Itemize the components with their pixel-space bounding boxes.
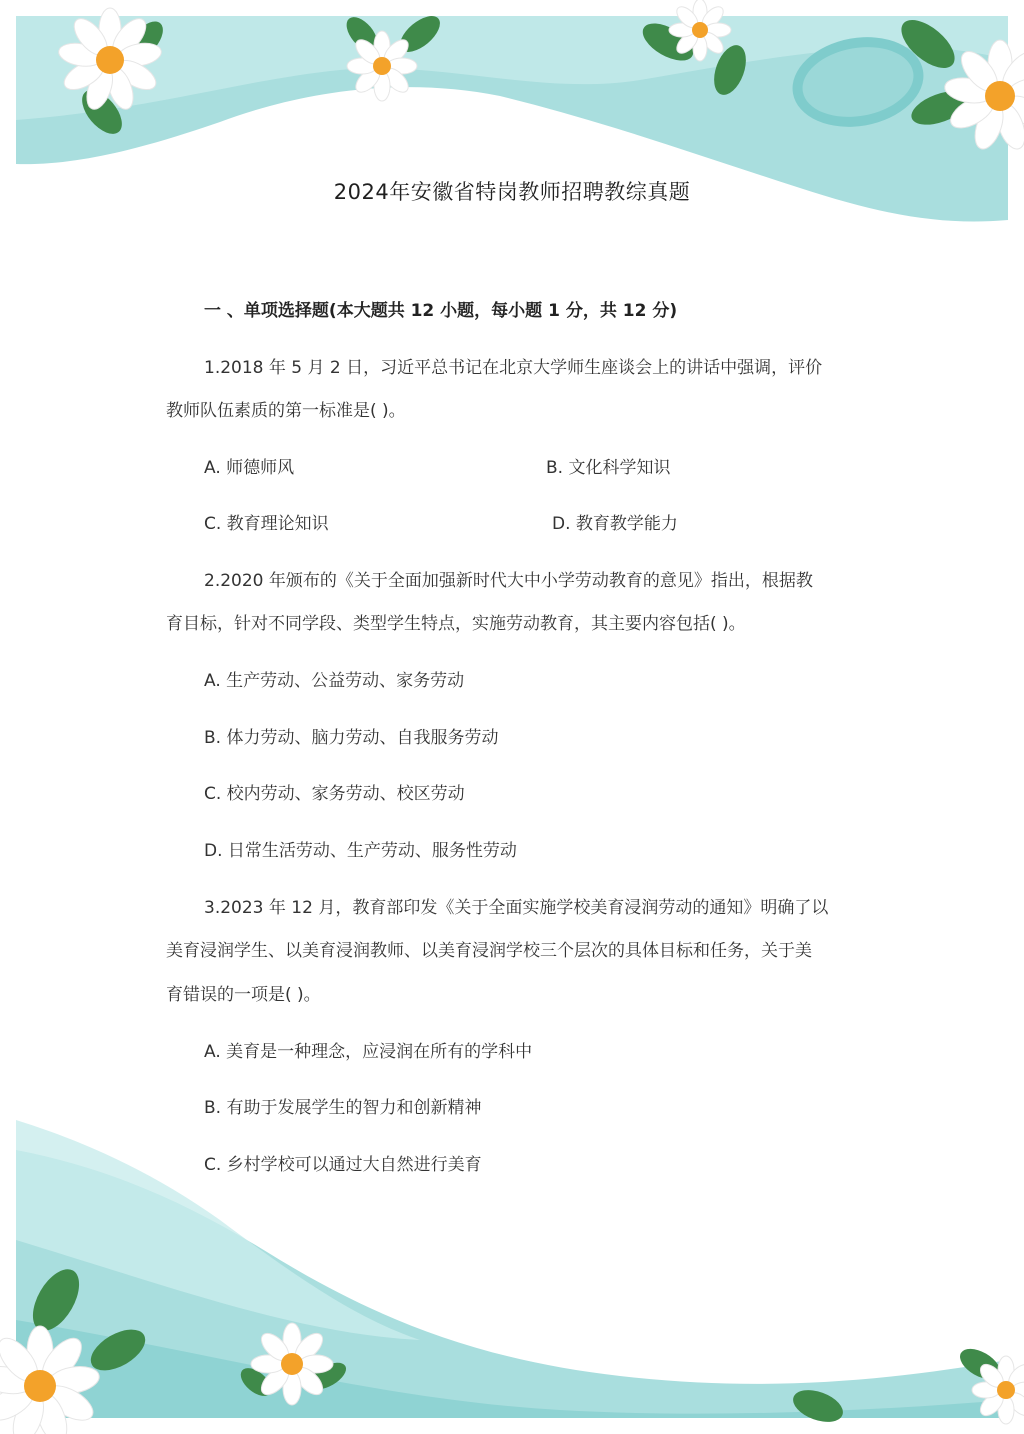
question-stem-line: 2.2020 年颁布的《关于全面加强新时代大中小学劳动教育的意见》指出，根据教 <box>204 571 813 591</box>
top-floral-decoration <box>0 0 1024 260</box>
question-stem-line: 3.2023 年 12 月，教育部印发《关于全面实施学校美育浸润劳动的通知》明确了以 <box>204 898 829 918</box>
question-stem-line: 育目标，针对不同学段、类型学生特点，实施劳动教育，其主要内容包括( )。 <box>166 614 746 634</box>
option-b: B. 有助于发展学生的智力和创新精神 <box>204 1098 482 1118</box>
option-c: C. 校内劳动、家务劳动、校区劳动 <box>204 784 465 804</box>
option-b: B. 文化科学知识 <box>546 458 671 478</box>
option-c: C. 教育理论知识 <box>204 514 329 534</box>
option-a: A. 师德师风 <box>204 458 295 478</box>
option-a: A. 美育是一种理念，应浸润在所有的学科中 <box>204 1042 533 1062</box>
section-heading: 一 、单项选择题(本大题共 12 小题，每小题 1 分，共 12 分) <box>204 301 678 321</box>
daisy-flower-icon <box>669 0 731 61</box>
question-stem-line: 育错误的一项是( )。 <box>166 985 321 1005</box>
document-title: 2024年安徽省特岗教师招聘教综真题 <box>333 180 691 204</box>
option-d: D. 日常生活劳动、生产劳动、服务性劳动 <box>204 841 517 861</box>
option-c: C. 乡村学校可以通过大自然进行美育 <box>204 1155 482 1175</box>
option-d: D. 教育教学能力 <box>552 514 678 534</box>
bottom-floral-decoration <box>0 1120 1024 1434</box>
option-b: B. 体力劳动、脑力劳动、自我服务劳动 <box>204 728 499 748</box>
daisy-flower-icon <box>347 31 417 101</box>
option-a: A. 生产劳动、公益劳动、家务劳动 <box>204 671 465 691</box>
question-stem-line: 教师队伍素质的第一标准是( )。 <box>166 401 406 421</box>
question-stem-line: 1.2018 年 5 月 2 日，习近平总书记在北京大学师生座谈会上的讲话中强调，评价 <box>204 358 823 378</box>
daisy-flower-icon <box>251 1323 333 1405</box>
question-stem-line: 美育浸润学生、以美育浸润教师、以美育浸润学校三个层次的具体目标和任务，关于美 <box>166 941 812 961</box>
